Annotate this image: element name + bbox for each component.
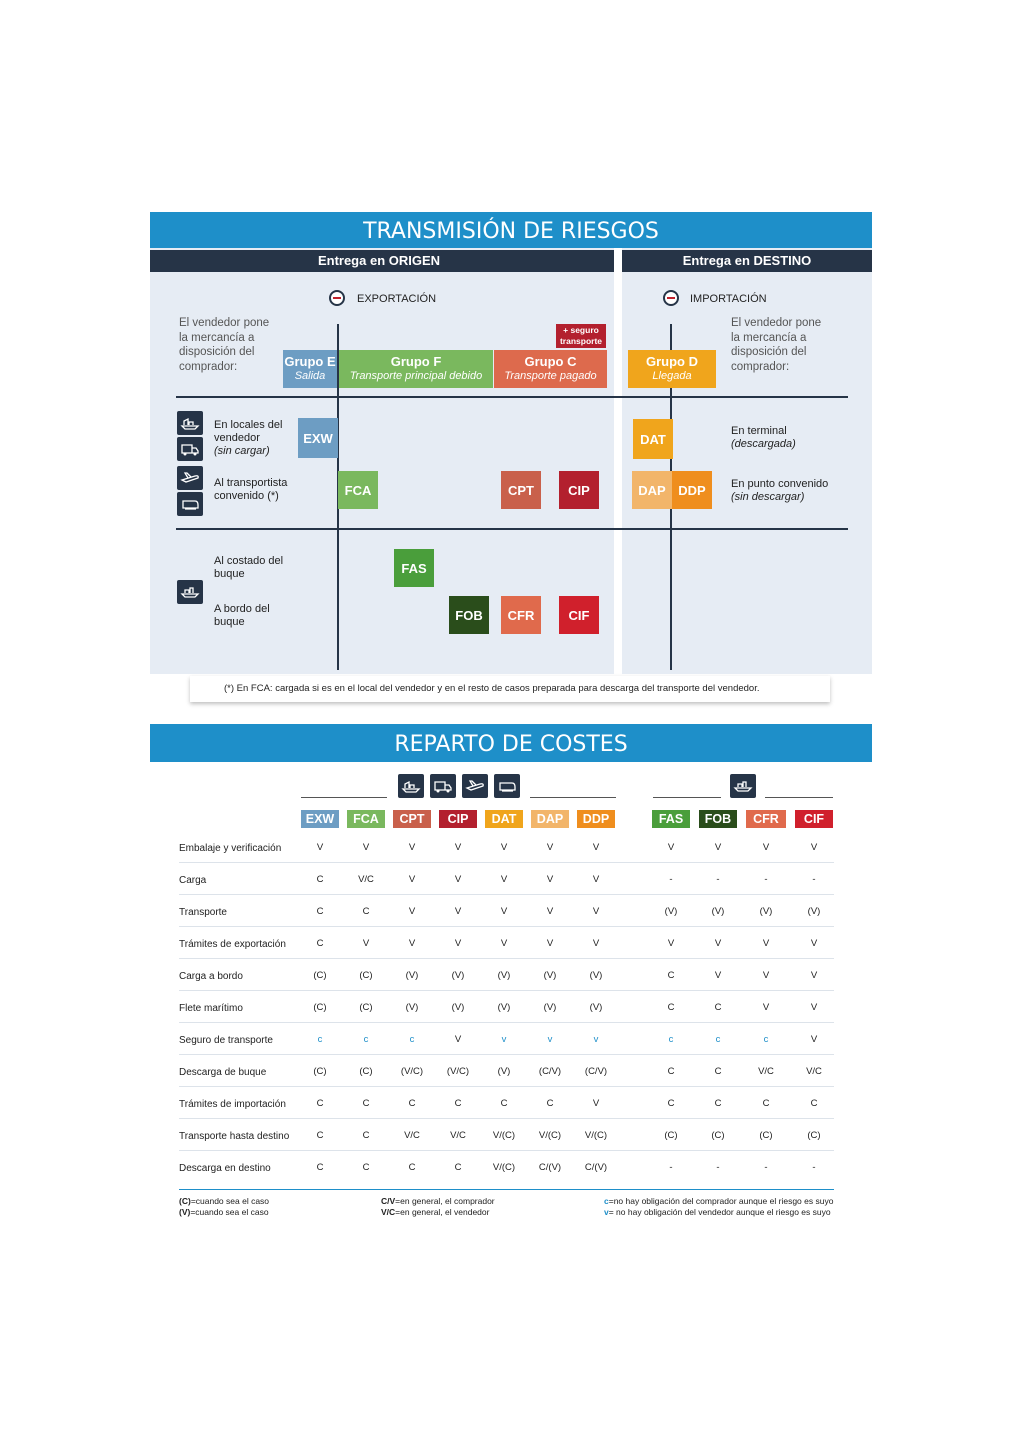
cost-cell: v — [547, 1034, 553, 1045]
cost-row-label: Transporte — [179, 907, 227, 918]
cost-cell: V — [408, 938, 416, 949]
col-cfr: CFR — [746, 810, 786, 828]
cost-cell: C — [454, 1098, 462, 1109]
cost-cell: V — [546, 874, 554, 885]
legend-c2-text: =no hay obligación del comprador aunque el riesgo es suyo — [608, 1196, 834, 1206]
cost-cell: V — [454, 842, 462, 853]
cost-cell: V — [762, 970, 770, 981]
cost-row-label: Embalaje y verificación — [179, 843, 282, 854]
export-label: EXPORTACIÓN — [357, 293, 437, 305]
cost-cell: C — [714, 1098, 722, 1109]
cost-ship-icon — [730, 774, 756, 798]
cost-cell: C — [667, 1066, 675, 1077]
cost-cell: (V) — [807, 906, 821, 917]
row-label-locales-sub: (sin cargar) — [214, 445, 270, 457]
cost-cell: V — [546, 938, 554, 949]
cost-cell: c — [317, 1034, 323, 1045]
cost-cell: C — [362, 1098, 370, 1109]
group-f — [339, 350, 493, 388]
cost-cell: V — [810, 938, 818, 949]
cost-cell: V — [810, 1002, 818, 1013]
cost-cell: V — [762, 842, 770, 853]
cost-cell: V — [316, 842, 324, 853]
group-d — [628, 350, 716, 388]
cost-cell: V — [592, 874, 600, 885]
cost-cell: C — [316, 906, 324, 917]
cost-cell: - — [669, 1162, 673, 1173]
term-fob: FOB — [449, 596, 489, 634]
cost-cell: V — [500, 874, 508, 885]
col-fas: FAS — [652, 810, 690, 828]
cost-airplane-icon — [462, 774, 488, 798]
cost-cell: c — [363, 1034, 369, 1045]
row-divider-bottom — [176, 528, 848, 530]
term-fas: FAS — [394, 549, 434, 587]
row-label-locales — [214, 419, 294, 458]
cost-cell: (C) — [313, 1002, 327, 1013]
cost-cell: - — [716, 874, 720, 885]
cost-train-icon — [494, 774, 520, 798]
cost-cell: - — [764, 1162, 768, 1173]
group-c-sub: Transporte pagado — [504, 370, 597, 382]
cost-cell: (V) — [711, 906, 725, 917]
cost-row-divider — [179, 926, 834, 927]
cost-cell: (C) — [759, 1130, 773, 1141]
origin-header — [150, 250, 614, 272]
import-icon — [663, 290, 679, 306]
cost-cell: V — [810, 842, 818, 853]
cost-cell: V — [810, 1034, 818, 1045]
cost-cell: (V) — [497, 1002, 511, 1013]
row-label-costado: Al costado del buque — [214, 555, 284, 580]
legend-v1-text: =cuando sea el caso — [190, 1207, 269, 1217]
cost-cell: V — [454, 874, 462, 885]
cost-row-label: Descarga de buque — [179, 1067, 267, 1078]
cost-cell: C — [546, 1098, 554, 1109]
costs-title: REPARTO DE COSTES — [150, 724, 872, 762]
cost-row-divider — [179, 990, 834, 991]
cost-cell: V — [714, 938, 722, 949]
cost-cell: (C) — [313, 970, 327, 981]
cost-cell: V — [408, 874, 416, 885]
cost-cell: V — [592, 906, 600, 917]
legend-vc-text: =en general, el vendedor — [395, 1207, 490, 1217]
cost-cell: V/(C) — [492, 1162, 516, 1173]
cost-cell: (V) — [451, 970, 465, 981]
cost-row-label: Flete marítimo — [179, 1003, 243, 1014]
warehouse-ship-icon — [177, 411, 203, 435]
cost-cell: V — [362, 938, 370, 949]
group-d-name: Grupo D — [646, 354, 698, 369]
term-cfr: CFR — [501, 596, 541, 634]
cost-cell: (C/V) — [584, 1066, 608, 1077]
legend-c2-key: c — [604, 1196, 609, 1206]
legend-cv-text: =en general, el comprador — [395, 1196, 495, 1206]
cost-cell: C — [667, 1098, 675, 1109]
destination-panel — [622, 248, 872, 674]
cost-cell: (C) — [359, 1066, 373, 1077]
group1-rule-left — [301, 797, 387, 798]
cost-cell: V — [592, 842, 600, 853]
cost-cell: C — [316, 1098, 324, 1109]
cost-cell: (C) — [711, 1130, 725, 1141]
cost-cell: - — [764, 874, 768, 885]
col-dap: DAP — [531, 810, 569, 828]
cost-cell: - — [716, 1162, 720, 1173]
term-cif: CIF — [559, 596, 599, 634]
cost-cell: V — [810, 970, 818, 981]
legend-col3 — [604, 1196, 833, 1218]
term-cip: CIP — [559, 471, 599, 509]
cost-cell: C — [408, 1162, 416, 1173]
cost-warehouse-ship-icon — [398, 774, 424, 798]
cost-row-label: Carga a bordo — [179, 971, 243, 982]
cost-cell: (V) — [451, 1002, 465, 1013]
term-dat: DAT — [633, 419, 673, 459]
cost-row-label: Descarga en destino — [179, 1163, 271, 1174]
cost-row-divider — [179, 1054, 834, 1055]
cost-cell: C — [762, 1098, 770, 1109]
cost-cell: V — [546, 842, 554, 853]
cost-cell: V — [454, 906, 462, 917]
cost-cell: C — [316, 1162, 324, 1173]
cost-cell: V — [762, 938, 770, 949]
group-f-name: Grupo F — [390, 354, 442, 369]
cost-cell: - — [669, 874, 673, 885]
cost-cell: (C) — [664, 1130, 678, 1141]
cost-cell: (V) — [543, 1002, 557, 1013]
group-e-sub: Salida — [294, 370, 326, 382]
row-label-terminal-sub: (descargada) — [731, 438, 796, 450]
col-cip: CIP — [439, 810, 477, 828]
cost-cell: V — [714, 842, 722, 853]
cost-cell: (V/C) — [446, 1066, 470, 1077]
cost-cell: (V) — [497, 1066, 511, 1077]
legend-c1-key: (C) — [179, 1196, 191, 1206]
cost-cell: (C) — [313, 1066, 327, 1077]
cost-cell: V/C — [404, 1130, 420, 1141]
cost-row-divider — [179, 1150, 834, 1151]
destination-header: Entrega en DESTINO — [622, 250, 872, 272]
cost-cell: (V) — [405, 1002, 419, 1013]
cost-cell: V/C — [358, 874, 374, 885]
cost-cell: - — [812, 874, 816, 885]
cost-cell: C — [714, 1066, 722, 1077]
cost-row-divider — [179, 1118, 834, 1119]
group-c-name: Grupo C — [524, 354, 577, 369]
legend-vc-key: V/C — [381, 1207, 396, 1217]
cost-cell: C — [454, 1162, 462, 1173]
cost-row-divider — [179, 1086, 834, 1087]
cost-cell: C — [408, 1098, 416, 1109]
group-e-name: Grupo E — [284, 354, 336, 369]
term-dap: DAP — [632, 471, 672, 509]
cost-cell: C — [667, 970, 675, 981]
cost-cell: V — [500, 906, 508, 917]
legend-v1-key: (V) — [179, 1207, 191, 1217]
row-label-terminal — [731, 425, 841, 451]
cost-cell: C/(V) — [538, 1162, 562, 1173]
cost-cell: V/C — [450, 1130, 466, 1141]
cost-cell: c — [668, 1034, 674, 1045]
cost-cell: C — [362, 906, 370, 917]
legend-col1 — [179, 1196, 269, 1218]
truck-icon — [177, 437, 203, 461]
cost-cell: (C) — [359, 970, 373, 981]
cost-cell: V — [408, 906, 416, 917]
cost-cell: V/C — [758, 1066, 774, 1077]
col-ddp: DDP — [577, 810, 615, 828]
cost-row-divider — [179, 958, 834, 959]
group-c — [494, 350, 607, 388]
cost-cell: - — [812, 1162, 816, 1173]
cost-cell: (V) — [759, 906, 773, 917]
group1-rule-right — [530, 797, 616, 798]
cost-cell: (C) — [359, 1002, 373, 1013]
cost-cell: V/(C) — [538, 1130, 562, 1141]
cost-cell: C — [810, 1098, 818, 1109]
cost-cell: C — [667, 1002, 675, 1013]
cost-cell: V — [454, 1034, 462, 1045]
cost-cell: C — [362, 1162, 370, 1173]
airplane-icon — [177, 466, 203, 490]
cost-cell: (V) — [589, 970, 603, 981]
group-d-sub: Llegada — [652, 370, 692, 382]
cost-cell: V — [362, 842, 370, 853]
term-fca: FCA — [338, 471, 378, 509]
cost-cell: V/(C) — [584, 1130, 608, 1141]
cost-row-label: Carga — [179, 875, 207, 886]
import-label: IMPORTACIÓN — [690, 293, 767, 305]
cost-cell: (V) — [589, 1002, 603, 1013]
cost-cell: C — [316, 874, 324, 885]
seller-text-right: El vendedor pone la mercancía a disposición del comprador: — [731, 317, 822, 373]
cost-cell: (V/C) — [400, 1066, 424, 1077]
term-exw: EXW — [298, 418, 338, 458]
cost-row-label: Trámites de exportación — [179, 939, 286, 950]
risk-title: TRANSMISIÓN DE RIESGOS — [150, 212, 872, 248]
cost-cell: (V) — [405, 970, 419, 981]
cost-cell: V — [500, 842, 508, 853]
row-label-punto — [731, 478, 841, 504]
cost-row-divider — [179, 1022, 834, 1023]
cost-cell: C/(V) — [584, 1162, 608, 1173]
cost-cell: C — [500, 1098, 508, 1109]
cost-cell: V — [714, 970, 722, 981]
col-exw: EXW — [301, 810, 339, 828]
cost-cell: V/(C) — [492, 1130, 516, 1141]
cost-row-divider — [179, 862, 834, 863]
cost-cell: C — [714, 1002, 722, 1013]
cost-cell: V — [546, 906, 554, 917]
cost-cell: (C) — [807, 1130, 821, 1141]
cost-cell: v — [501, 1034, 507, 1045]
col-fca: FCA — [347, 810, 385, 828]
col-dat: DAT — [485, 810, 523, 828]
seller-text-left: El vendedor pone la mercancía a disposición del comprador: — [179, 317, 270, 373]
cost-cell: V/C — [806, 1066, 822, 1077]
row-label-locales-text: En locales del vendedor — [214, 419, 283, 444]
cost-cell: V — [592, 938, 600, 949]
col-fob: FOB — [699, 810, 737, 828]
legend-v2-text: = no hay obligación del vendedor aunque el riesgo es suyo — [608, 1207, 831, 1217]
cost-cell: C — [316, 1130, 324, 1141]
export-icon — [329, 290, 345, 306]
cost-cell: V — [667, 938, 675, 949]
cost-cell: V — [408, 842, 416, 853]
seguro-transporte-tag: + seguro transporte — [556, 324, 606, 348]
cost-row-label: Transporte hasta destino — [179, 1131, 290, 1142]
cost-truck-icon — [430, 774, 456, 798]
cost-cell: c — [409, 1034, 415, 1045]
group-f-sub: Transporte principal debido — [349, 370, 483, 382]
row-label-punto-text: En punto convenido — [731, 478, 829, 490]
group2-rule-right — [765, 797, 833, 798]
term-ddp: DDP — [672, 471, 712, 509]
legend-cv-key: C/V — [381, 1196, 396, 1206]
legend-rule — [179, 1189, 834, 1190]
ship-icon — [177, 580, 203, 604]
term-cpt: CPT — [501, 471, 541, 509]
cost-cell: c — [715, 1034, 721, 1045]
cost-cell: (V) — [543, 970, 557, 981]
cost-cell: v — [593, 1034, 599, 1045]
cost-cell: V — [454, 938, 462, 949]
cost-cell: c — [763, 1034, 769, 1045]
legend-c1-text: =cuando sea el caso — [190, 1196, 270, 1206]
cost-cell: V — [762, 1002, 770, 1013]
cost-cell: (C/V) — [538, 1066, 562, 1077]
cost-row-label: Seguro de transporte — [179, 1035, 273, 1046]
footnote: (*) En FCA: cargada si es en el local del vendedor y en el resto de casos preparada para descarga del transporte del vendedor. — [190, 676, 830, 702]
row-divider-top — [176, 396, 848, 398]
train-icon — [177, 492, 203, 516]
cost-cell: (V) — [664, 906, 678, 917]
row-label-terminal-text: En terminal — [731, 425, 787, 437]
group2-rule-left — [653, 797, 721, 798]
cost-cell: C — [316, 938, 324, 949]
cost-row-divider — [179, 894, 834, 895]
col-cpt: CPT — [393, 810, 431, 828]
cost-cell: V — [500, 938, 508, 949]
cost-cell: V — [592, 1098, 600, 1109]
cost-cell: V — [667, 842, 675, 853]
cost-row-label: Trámites de importación — [179, 1099, 286, 1110]
origin-header-label: Entrega en ORIGEN — [317, 253, 441, 268]
col-cif: CIF — [795, 810, 833, 828]
cost-cell: C — [362, 1130, 370, 1141]
row-label-transportista: Al transportista convenido (*) — [214, 477, 288, 502]
cost-cell: (V) — [497, 970, 511, 981]
legend-v2-key: v — [604, 1207, 609, 1217]
legend-col2 — [381, 1196, 495, 1218]
group-e — [283, 350, 337, 388]
row-label-punto-sub: (sin descargar) — [731, 491, 805, 503]
row-label-bordo: A bordo del buque — [214, 603, 270, 628]
